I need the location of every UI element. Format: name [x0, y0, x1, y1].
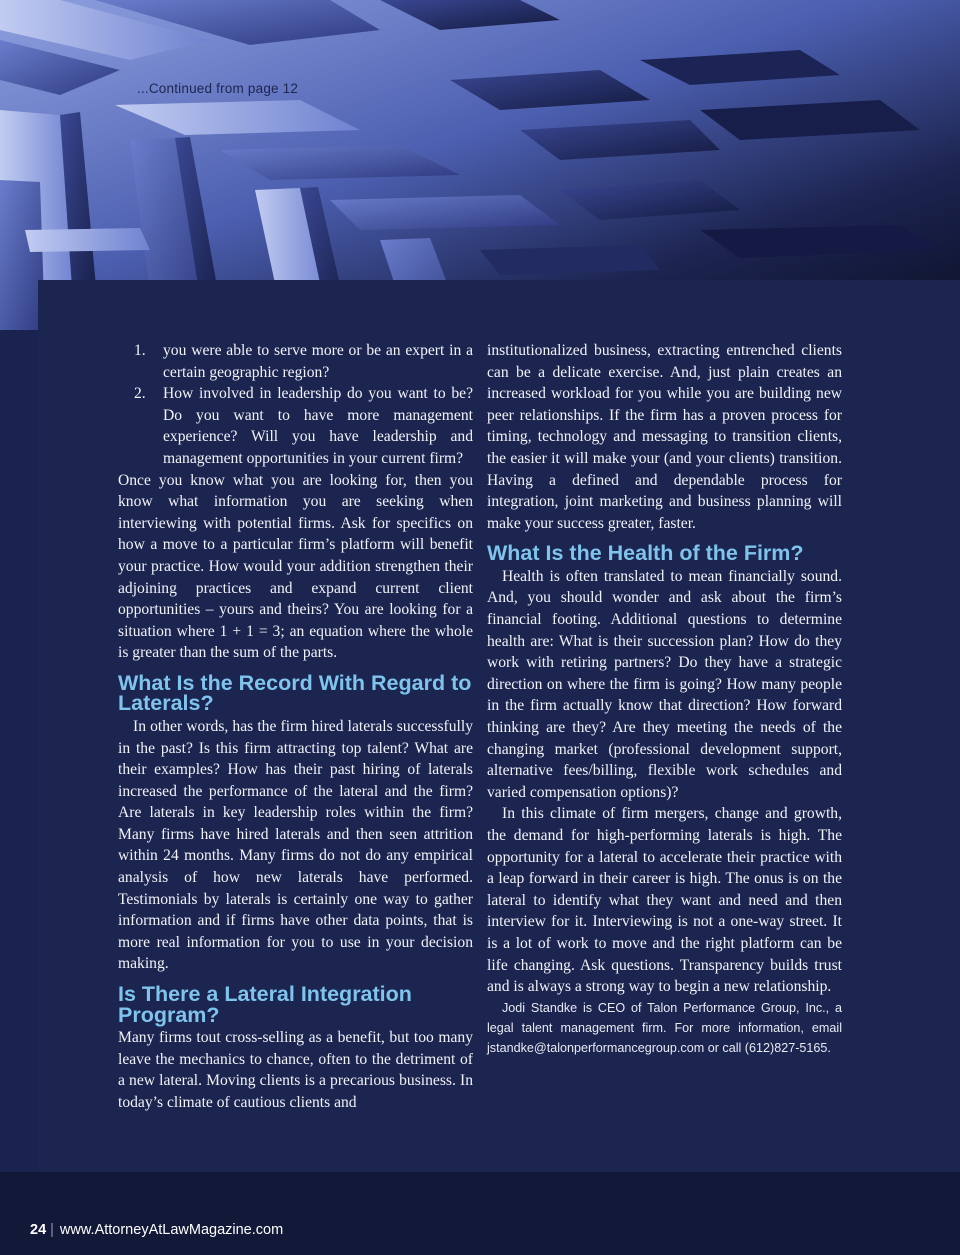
list-item-text: you were able to serve more or be an expert in a certain geographic region?: [163, 342, 473, 381]
list-item-text: How involved in leadership do you want to be? Do you want to have more management experience? Will you have leadership and management opportunities in your current firm?: [163, 385, 473, 467]
section-heading: What Is the Record With Regard to Laterals?: [118, 670, 472, 716]
body-paragraph: In other words, has the firm hired laterals successfully in the past? Is this firm attracting top talent? What are their examples? How has their past hiring of laterals increased the performance of the lateral and the firm? Are laterals in key leadership roles within the firm? Many firms have hired laterals and then seen attrition within 24 months. Many firms do not do any empirical analysis of how new laterals have performed. Testimonials by laterals is certainly one way to gather information and if firms have other data points, that is more real information for you to use in your decision making.: [118, 717, 473, 973]
website-link[interactable]: www.AttorneyAtLawMagazine.com: [59, 1222, 284, 1238]
list-item-number: 1.: [134, 342, 146, 359]
numbered-list: [118, 340, 473, 470]
body-paragraph: In this climate of firm mergers, change and growth, the demand for high-performing laterals is high. The opportunity for a lateral to accelerate their practice with a leap forward in their career is high. The onus is on the lateral to identify what they want and need and then interview for it. Interviewing is not a one-way street. It is a lot of work to move and the right platform can be life changing. Ask questions. Transparency builds trust and is always a strong way to begin a new relationship.: [487, 805, 842, 996]
section-heading: Is There a Lateral Integration Program?: [118, 982, 412, 1027]
right-column: [487, 340, 842, 1058]
list-item-number: 2.: [134, 385, 146, 403]
left-column: [118, 340, 473, 1113]
list-item: [118, 383, 473, 469]
footer-separator: |: [50, 1222, 54, 1238]
body-paragraph: Health is often translated to mean financially sound. And, you should wonder and ask about the firm’s financial footing. Additional questions to determine health are: What is their succession plan? How do they work with retiring partners? Do they have a strategic direction on where the firm is going? How many people in the firm actually know that direction? How forward thinking are they? Are they meeting the needs of the changing market (professional development support, alternative fees/billing, flexible work schedules and varied compensation options)?: [487, 567, 842, 801]
body-paragraph: Once you know what you are looking for, then you know what information you are seeking when interviewing with potential firms. Ask for specifics on how a move to a particular firm’s platform will benefit your practice. How would your addition strengthen their adjoining practices and expand current client opportunities – yours and theirs? You are looking for a situation where 1 + 1 = 3; an equation where the whole is greater than the sum of the parts.: [118, 471, 473, 662]
list-item: [118, 340, 473, 383]
body-paragraph: Many firms tout cross-selling as a benefit, but too many leave the mechanics to chance, often to the detriment of a new lateral. Moving clients is a precarious business. In today’s climate of cautious clients and: [118, 1029, 473, 1111]
page-number: 24: [30, 1222, 47, 1238]
continued-from-note: ...Continued from page 12: [137, 81, 299, 96]
section-heading: What Is the Health of the Firm?: [487, 541, 804, 566]
author-bio: Jodi Standke is CEO of Talon Performance Group, Inc., a legal talent management firm. For more information, email jstandke@talonperformancegroup.com or call (612)827-5165.: [487, 1000, 842, 1055]
page-footer: [30, 1222, 283, 1238]
body-paragraph: institutionalized business, extracting entrenched clients can be a delicate exercise. And, just plain creates an increased workload for you while you are building new peer relationships. If the firm has a proven process for timing, technology and messaging to transition clients, the easier it will make your (and your clients) transition. Having a defined and dependable process for integration, joint marketing and business planning will make your success greater, faster.: [487, 342, 842, 532]
